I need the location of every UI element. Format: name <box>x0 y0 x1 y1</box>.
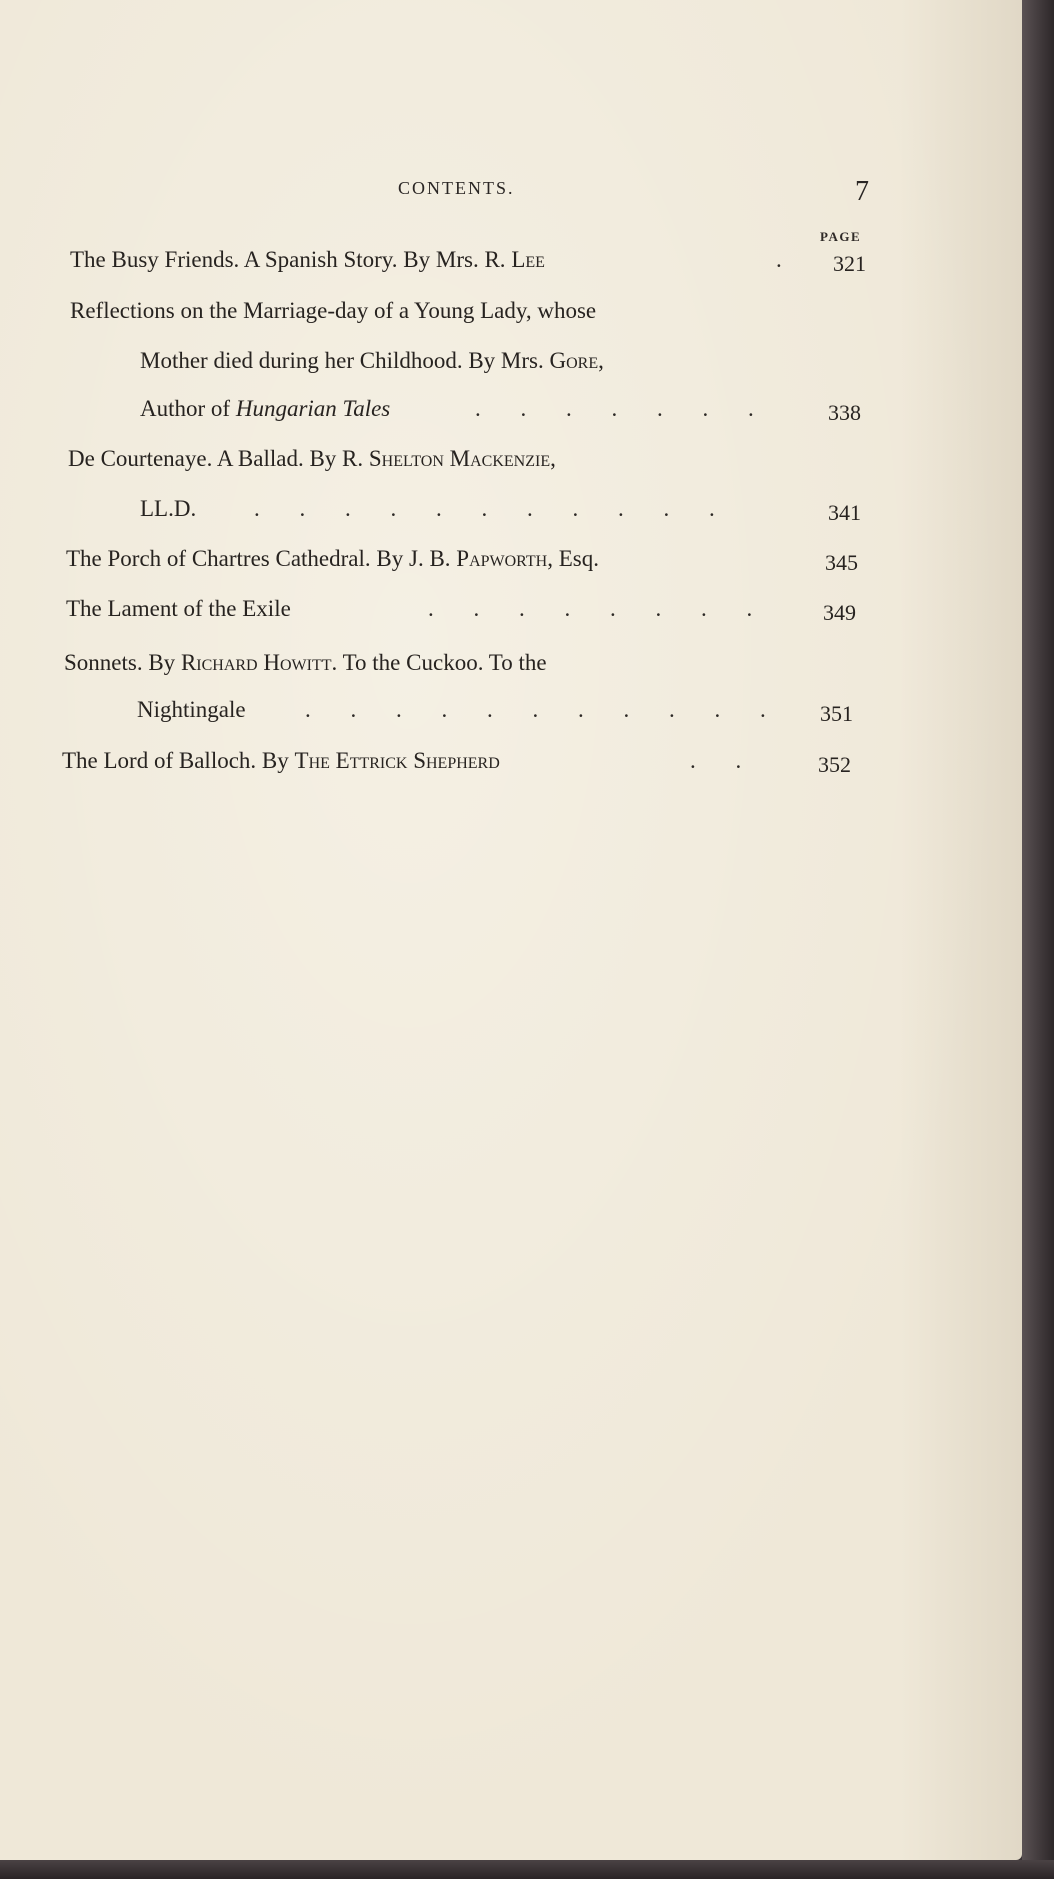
toc-entry-title: Nightingale <box>137 697 246 722</box>
toc-entry-title: Author of Hungarian Tales <box>140 396 391 421</box>
toc-entry-page: 352 <box>818 752 851 777</box>
toc-entry <box>0 748 1022 782</box>
toc-entry-continuation <box>0 697 1022 731</box>
toc-entry <box>0 247 1022 281</box>
toc-entry <box>0 298 1022 332</box>
dot-leaders: . . . . . . . . <box>428 596 770 621</box>
toc-entry-page: 349 <box>823 600 856 625</box>
toc-entry-title: The Porch of Chartres Cathedral. By J. B. Papworth, Esq. <box>66 546 599 571</box>
toc-entry <box>0 546 1022 580</box>
toc-entry-continuation <box>0 348 1022 382</box>
dot-leaders: . . . . . . . . . . . <box>254 496 732 521</box>
toc-entry-title: The Busy Friends. A Spanish Story. By Mrs. R. Lee <box>70 247 545 272</box>
toc-entry <box>0 446 1022 480</box>
book-edge-right <box>1022 0 1054 1879</box>
toc-entry-continuation <box>0 496 1022 530</box>
book-edge-bottom <box>0 1860 1054 1879</box>
toc-entry-page: 338 <box>828 400 861 425</box>
toc-entry-page: 321 <box>833 251 866 276</box>
toc-entry-title: The Lament of the Exile <box>66 596 291 621</box>
toc-entry <box>0 596 1022 630</box>
toc-entry-continuation <box>0 396 1022 430</box>
toc-entry-title: The Lord of Balloch. By The Ettrick Shepherd <box>62 748 500 773</box>
toc-entry-title: Reflections on the Marriage-day of a Young Lady, whose <box>70 298 597 323</box>
toc-entry-title: Sonnets. By Richard Howitt. To the Cuckoo. To the <box>64 650 547 675</box>
page-number: 7 <box>855 176 869 207</box>
toc-entry-page: 345 <box>825 550 858 575</box>
dot-leaders: . . . . . . . <box>475 396 771 421</box>
toc-entry-page: 351 <box>820 701 853 726</box>
toc-entry-title: De Courtenaye. A Ballad. By R. Shelton Mackenzie, <box>68 446 556 471</box>
dot-leaders: . . <box>690 748 759 773</box>
page-header <box>0 178 1022 208</box>
dot-leaders: . <box>776 247 799 272</box>
dot-leaders: . . . . . . . . . . . <box>305 697 783 722</box>
toc-entry <box>0 650 1022 684</box>
toc-entry-title: LL.D. <box>140 496 197 521</box>
running-head: CONTENTS. <box>398 178 515 198</box>
page-column-label: PAGE <box>820 229 862 244</box>
toc-entry-page: 341 <box>828 500 861 525</box>
toc-entry-title: Mother died during her Childhood. By Mrs. Gore, <box>140 348 604 373</box>
